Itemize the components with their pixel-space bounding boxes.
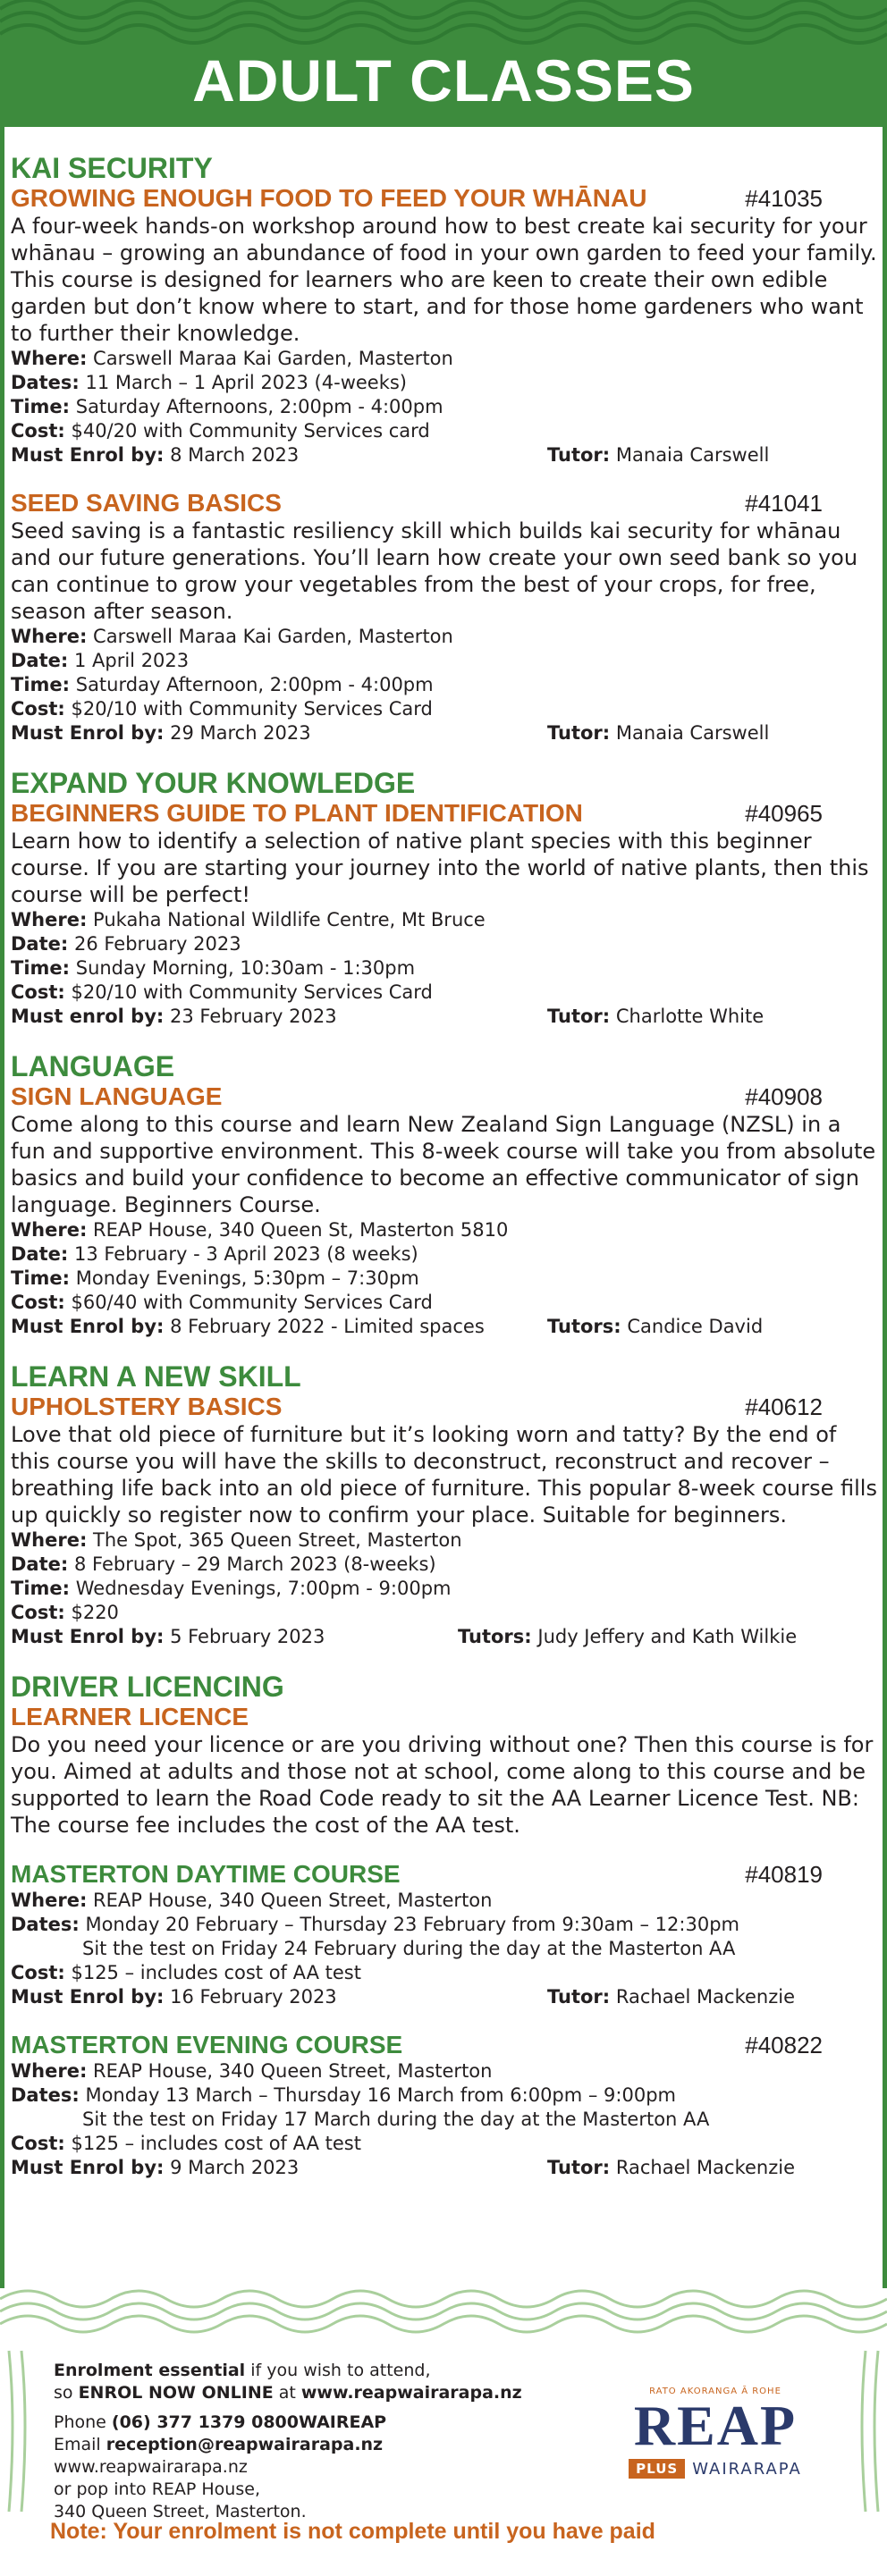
page-title: ADULT CLASSES <box>192 47 695 114</box>
course-growing-food <box>11 184 880 467</box>
enrol-prefix: so <box>54 2383 79 2403</box>
where-label: Where: <box>11 909 88 930</box>
course-dates: Monday 20 February – Thursday 23 February from 9:30am – 12:30pm <box>85 1914 739 1935</box>
footer-enrolment <box>0 2288 887 2576</box>
where-label: Where: <box>11 626 88 647</box>
course-where: REAP House, 340 Queen St, Masterton 5810 <box>93 1219 509 1241</box>
cost-label: Cost: <box>11 2133 65 2154</box>
course-where: REAP House, 340 Queen Street, Masterton <box>93 2060 493 2082</box>
tutor-label: Tutors: <box>547 1316 621 1337</box>
time-label: Time: <box>11 957 71 979</box>
tutor-label: Tutor: <box>547 1986 611 2008</box>
enrol-label: Must Enrol by: <box>11 1986 165 2008</box>
course-enrol-by: 23 February 2023 <box>170 1006 337 1027</box>
enrolment-info <box>54 2360 554 2523</box>
course-code: #40908 <box>745 1083 823 1110</box>
course-time: Saturday Afternoon, 2:00pm - 4:00pm <box>75 674 434 695</box>
course-description: Learn how to identify a selection of native plant species with this beginner course. If you are starting your journey into the world of native plants, then this course will be perfect! <box>11 829 869 907</box>
course-plant-identification <box>11 799 880 1029</box>
course-enrol-by: 9 March 2023 <box>170 2157 300 2178</box>
dates-label: Dates: <box>11 1914 80 1935</box>
pop-in-text: or pop into REAP House, <box>54 2479 260 2499</box>
dates-label: Dates: <box>11 2084 80 2106</box>
course-where: Carswell Maraa Kai Garden, Masterton <box>93 348 453 369</box>
course-enrol-by: 16 February 2023 <box>170 1986 337 2008</box>
cost-label: Cost: <box>11 1602 65 1623</box>
enrol-url-link[interactable]: www.reapwairarapa.nz <box>300 2383 522 2403</box>
course-cost: $40/20 with Community Services card <box>71 420 430 442</box>
phone-label: Phone <box>54 2412 112 2432</box>
course-dates: 1 April 2023 <box>73 650 190 671</box>
enrol-label: Must Enrol by: <box>11 1316 165 1337</box>
course-seed-saving <box>11 489 880 745</box>
course-dates: Monday 13 March – Thursday 16 March from 6:00pm – 9:00pm <box>85 2084 677 2106</box>
course-cost: $125 – includes cost of AA test <box>71 2133 361 2154</box>
course-title: GROWING ENOUGH FOOD TO FEED YOUR WHĀNAU <box>11 184 647 212</box>
dates-label: Date: <box>11 933 69 955</box>
phone-number[interactable]: (06) 377 1379 0800WAIREAP <box>111 2412 387 2432</box>
course-cost: $220 <box>71 1602 119 1623</box>
course-masterton-evening <box>11 2031 880 2180</box>
course-tutor: Judy Jeffery and Kath Wilkie <box>537 1626 798 1647</box>
payment-note: Note: Your enrolment is not complete until you have paid <box>50 2519 655 2544</box>
course-enrol-by: 8 March 2023 <box>170 444 300 466</box>
course-tutor: Rachael Mackenzie <box>615 2157 795 2178</box>
course-tutor: Candice David <box>627 1316 764 1337</box>
course-code: #40819 <box>745 1861 823 1888</box>
address-text: 340 Queen Street, Masterton. <box>54 2502 307 2521</box>
course-code: #40822 <box>745 2032 823 2058</box>
where-label: Where: <box>11 2060 88 2082</box>
course-test-info: Sit the test on Friday 17 March during the day at the Masterton AA <box>82 2109 710 2130</box>
course-cost: $20/10 with Community Services Card <box>71 981 433 1003</box>
section-heading-expand-knowledge: EXPAND YOUR KNOWLEDGE <box>11 767 416 799</box>
section-heading-kai-security: KAI SECURITY <box>11 152 213 184</box>
course-title: MASTERTON DAYTIME COURSE <box>11 1860 401 1888</box>
time-label: Time: <box>11 396 71 417</box>
classes-list <box>11 152 880 2201</box>
course-where: Carswell Maraa Kai Garden, Masterton <box>93 626 453 647</box>
enrol-label: Must Enrol by: <box>11 1626 165 1647</box>
course-description: A four-week hands-on workshop around how to best create kai security for your whānau – growing an abundance of food in your own garden to feed your family. This course is designed for learners who are keen to create their own edible garden but don’t know where to start, and for those home gardeners who want to further their knowledge. <box>11 214 877 346</box>
course-dates: 11 March – 1 April 2023 (4-weeks) <box>85 372 408 393</box>
tutor-label: Tutor: <box>547 1006 611 1027</box>
course-enrol-by: 8 February 2022 - Limited spaces <box>170 1316 485 1337</box>
logo-plus: PLUS <box>629 2459 685 2479</box>
course-subheading: LEARNER LICENCE <box>11 1703 249 1730</box>
dates-label: Date: <box>11 1243 69 1265</box>
enrol-online: ENROL NOW ONLINE <box>78 2383 274 2403</box>
where-label: Where: <box>11 1529 88 1551</box>
time-label: Time: <box>11 674 71 695</box>
enrol-at: at <box>273 2383 301 2403</box>
enrol-label: Must enrol by: <box>11 1006 165 1027</box>
logo-tagline: RATO AKORANGA Ā ROHE <box>649 2387 781 2396</box>
course-cost: $20/10 with Community Services Card <box>71 698 433 720</box>
course-enrol-by: 29 March 2023 <box>170 722 311 744</box>
course-description: Come along to this course and learn New Zealand Sign Language (NZSL) in a fun and supportive environment. This 8-week course will take you from absolute basics and build your confidence to become an effective communicator of sign language. Beginners Course. <box>11 1112 876 1217</box>
where-label: Where: <box>11 1219 88 1241</box>
time-label: Time: <box>11 1578 71 1599</box>
tutor-label: Tutor: <box>547 2157 611 2178</box>
course-code: #40612 <box>745 1393 823 1420</box>
email-label: Email <box>54 2435 106 2454</box>
dates-label: Date: <box>11 1553 69 1575</box>
course-title: UPHOLSTERY BASICS <box>11 1393 283 1420</box>
email-link[interactable]: reception@reapwairarapa.nz <box>106 2435 384 2454</box>
cost-label: Cost: <box>11 981 65 1003</box>
course-where: REAP House, 340 Queen Street, Masterton <box>93 1890 493 1911</box>
reap-logo <box>608 2387 823 2494</box>
course-test-info: Sit the test on Friday 24 February during the day at the Masterton AA <box>82 1938 736 1959</box>
logo-brand: REAP <box>633 2394 798 2457</box>
course-time: Sunday Morning, 10:30am - 1:30pm <box>75 957 416 979</box>
course-time: Monday Evenings, 5:30pm – 7:30pm <box>75 1267 419 1289</box>
cost-label: Cost: <box>11 420 65 442</box>
tutor-label: Tutor: <box>547 722 611 744</box>
dates-label: Dates: <box>11 372 80 393</box>
course-time: Wednesday Evenings, 7:00pm - 9:00pm <box>75 1578 452 1599</box>
section-heading-driver-licencing: DRIVER LICENCING <box>11 1671 284 1703</box>
cost-label: Cost: <box>11 1962 65 1983</box>
course-title: SIGN LANGUAGE <box>11 1082 223 1110</box>
cost-label: Cost: <box>11 698 65 720</box>
where-label: Where: <box>11 348 88 369</box>
course-masterton-daytime <box>11 1860 880 2009</box>
course-code: #41041 <box>745 490 823 517</box>
course-tutor: Manaia Carswell <box>615 444 770 466</box>
enrol-label: Must Enrol by: <box>11 722 165 744</box>
course-description: Love that old piece of furniture but it’s looking worn and tatty? By the end of this course you will have the skills to deconstruct, reconstruct and recover – breathing life back into an old piece of furniture. This popular 8-week course fills up quickly so register now to confirm your place. Suitable for beginners. <box>11 1422 877 1528</box>
dates-label: Date: <box>11 650 69 671</box>
enrol-label: Must Enrol by: <box>11 2157 165 2178</box>
where-label: Where: <box>11 1890 88 1911</box>
logo-region: WAIRARAPA <box>692 2459 802 2479</box>
course-where: Pukaha National Wildlife Centre, Mt Bruce <box>93 909 486 930</box>
tutor-label: Tutor: <box>547 444 611 466</box>
section-heading-language: LANGUAGE <box>11 1050 175 1082</box>
header-banner <box>0 0 887 127</box>
learner-licence-intro <box>11 1703 880 1839</box>
enrol-label: Must Enrol by: <box>11 444 165 466</box>
course-tutor: Rachael Mackenzie <box>615 1986 795 2008</box>
course-dates: 13 February - 3 April 2023 (8 weeks) <box>73 1243 418 1265</box>
enrolment-essential: Enrolment essential <box>54 2361 246 2380</box>
cost-label: Cost: <box>11 1292 65 1313</box>
section-heading-new-skill: LEARN A NEW SKILL <box>11 1360 301 1393</box>
course-dates: 26 February 2023 <box>73 933 241 955</box>
time-label: Time: <box>11 1267 71 1289</box>
course-sign-language <box>11 1082 880 1339</box>
course-code: #41035 <box>745 185 823 212</box>
course-time: Saturday Afternoons, 2:00pm - 4:00pm <box>75 396 444 417</box>
website-link[interactable]: www.reapwairarapa.nz <box>54 2457 248 2477</box>
course-where: The Spot, 365 Queen Street, Masterton <box>93 1529 462 1551</box>
course-cost: $125 – includes cost of AA test <box>71 1962 361 1983</box>
course-tutor: Charlotte White <box>615 1006 765 1027</box>
course-description: Seed saving is a fantastic resiliency skill which builds kai security for whānau and our future generations. You’ll learn how create your own seed bank so you can continue to grow your vegetables from the best of your crops, for free, season after season. <box>11 518 858 624</box>
course-title: MASTERTON EVENING COURSE <box>11 2031 403 2058</box>
course-tutor: Manaia Carswell <box>615 722 770 744</box>
course-title: SEED SAVING BASICS <box>11 489 282 517</box>
course-upholstery <box>11 1393 880 1649</box>
course-enrol-by: 5 February 2023 <box>170 1626 325 1647</box>
enrolment-essential-rest: if you wish to attend, <box>245 2361 431 2380</box>
course-cost: $60/40 with Community Services Card <box>71 1292 433 1313</box>
course-dates: 8 February – 29 March 2023 (8-weeks) <box>73 1553 436 1575</box>
course-title: BEGINNERS GUIDE TO PLANT IDENTIFICATION <box>11 799 583 827</box>
course-description: Do you need your licence or are you driving without one? Then this course is for you. Aimed at adults and those not at school, come along to this course and be supported to learn the Road Code ready to sit the AA Learner Licence Test. NB: The course fee includes the cost of the AA test. <box>11 1732 874 1838</box>
tutor-label: Tutors: <box>458 1626 532 1647</box>
course-code: #40965 <box>745 800 823 827</box>
